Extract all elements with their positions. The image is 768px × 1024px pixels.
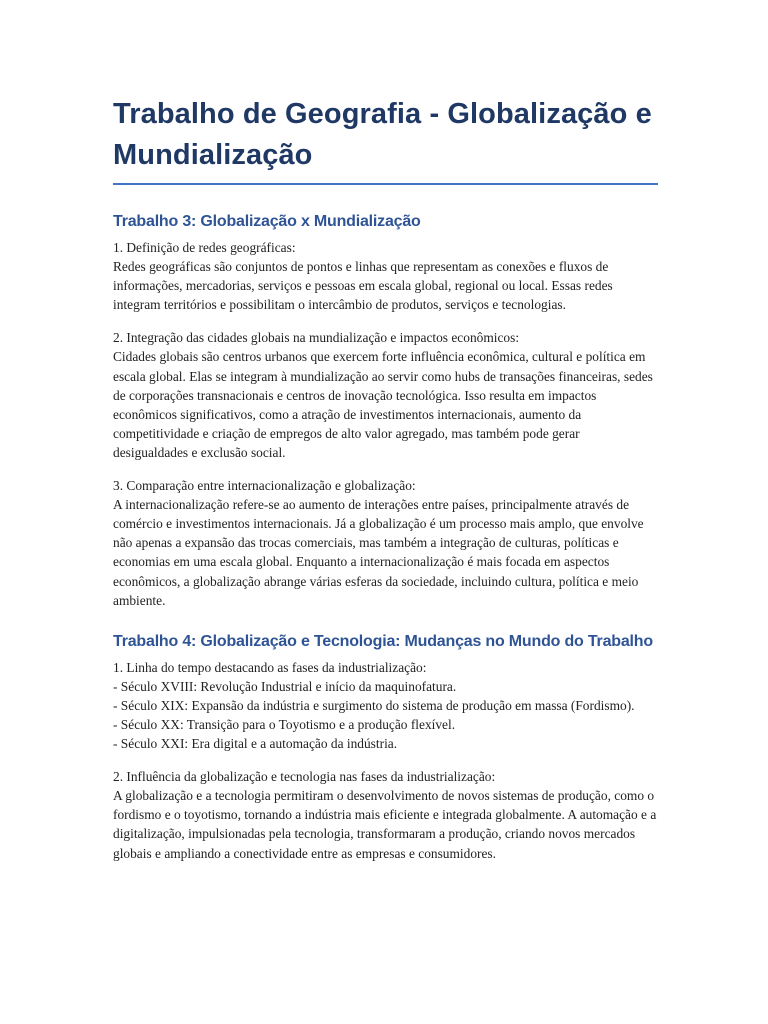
section-heading: Trabalho 3: Globalização x Mundialização xyxy=(113,213,421,230)
question-line: 2. Influência da globalização e tecnologia nas fases da industrialização: xyxy=(113,769,496,785)
timeline-entry: - Século XIX: Expansão da indústria e surgimento do sistema de produção em massa (Fordismo). xyxy=(113,697,635,713)
timeline-entry: - Século XXI: Era digital e a automação da indústria. xyxy=(113,736,398,752)
timeline-entry: - Século XX: Transição para o Toyotismo e a produção flexível. xyxy=(113,716,456,732)
question-item xyxy=(113,767,658,862)
question-line: 2. Integração das cidades globais na mundialização e impactos econômicos: xyxy=(113,330,520,346)
timeline-entry: - Século XVIII: Revolução Industrial e início da maquinofatura. xyxy=(113,678,457,694)
answer-text: A globalização e a tecnologia permitiram o desenvolvimento de novos sistemas de produção, como o fordismo e o toyotismo, tornando a indústria mais eficiente e integrada globalmente. A automação e a digitalização, impulsionadas pela tecnologia, transformaram a produção, criando novos mercados globais e ampliando a conectividade entre as empresas e consumidores. xyxy=(113,788,657,861)
section-trabalho-4 xyxy=(113,632,658,863)
question-item xyxy=(113,328,658,462)
answer-text: Cidades globais são centros urbanos que exercem forte influência econômica, cultural e política em escala global. Elas se integram à mundialização ao servir como hubs de transações financeiras, sedes de corporações transnacionais e centros de inovação tecnológica. Isso resulta em impactos econômicos significativos, como a atração de investimentos internacionais, aumento da competitividade e criação de empregos de alto valor agregado, mas também pode gerar desigualdades e exclusão social. xyxy=(113,349,653,460)
answer-text: Redes geográficas são conjuntos de pontos e linhas que representam as conexões e fluxos de informações, mercadorias, serviços e pessoas em escala global, regional ou local. Essas redes integram territórios e possibilitam o intercâmbio de produtos, serviços e tecnologias. xyxy=(113,259,613,313)
question-line: 1. Linha do tempo destacando as fases da industrialização: xyxy=(113,659,427,675)
question-item xyxy=(113,476,658,610)
document-title: Trabalho de Geografia - Globalização e Mundialização xyxy=(113,94,658,185)
section-trabalho-3 xyxy=(113,212,658,610)
question-item xyxy=(113,658,658,753)
document-page xyxy=(113,94,658,877)
question-line: 3. Comparação entre internacionalização e globalização: xyxy=(113,478,416,494)
answer-text: A internacionalização refere-se ao aumento de interações entre países, principalmente através de comércio e investimentos internacionais. Já a globalização é um processo mais amplo, que envolve não apenas a expansão das trocas comerciais, mas também a integração de culturas, políticas e economias em uma escala global. Enquanto a internacionalização é mais focada em aspectos econômicos, a globalização abrange várias esferas da sociedade, incluindo cultura, política e meio ambiente. xyxy=(113,497,644,608)
question-item xyxy=(113,238,658,314)
section-heading: Trabalho 4: Globalização e Tecnologia: Mudanças no Mundo do Trabalho xyxy=(113,632,653,650)
question-line: 1. Definição de redes geográficas: xyxy=(113,240,296,255)
